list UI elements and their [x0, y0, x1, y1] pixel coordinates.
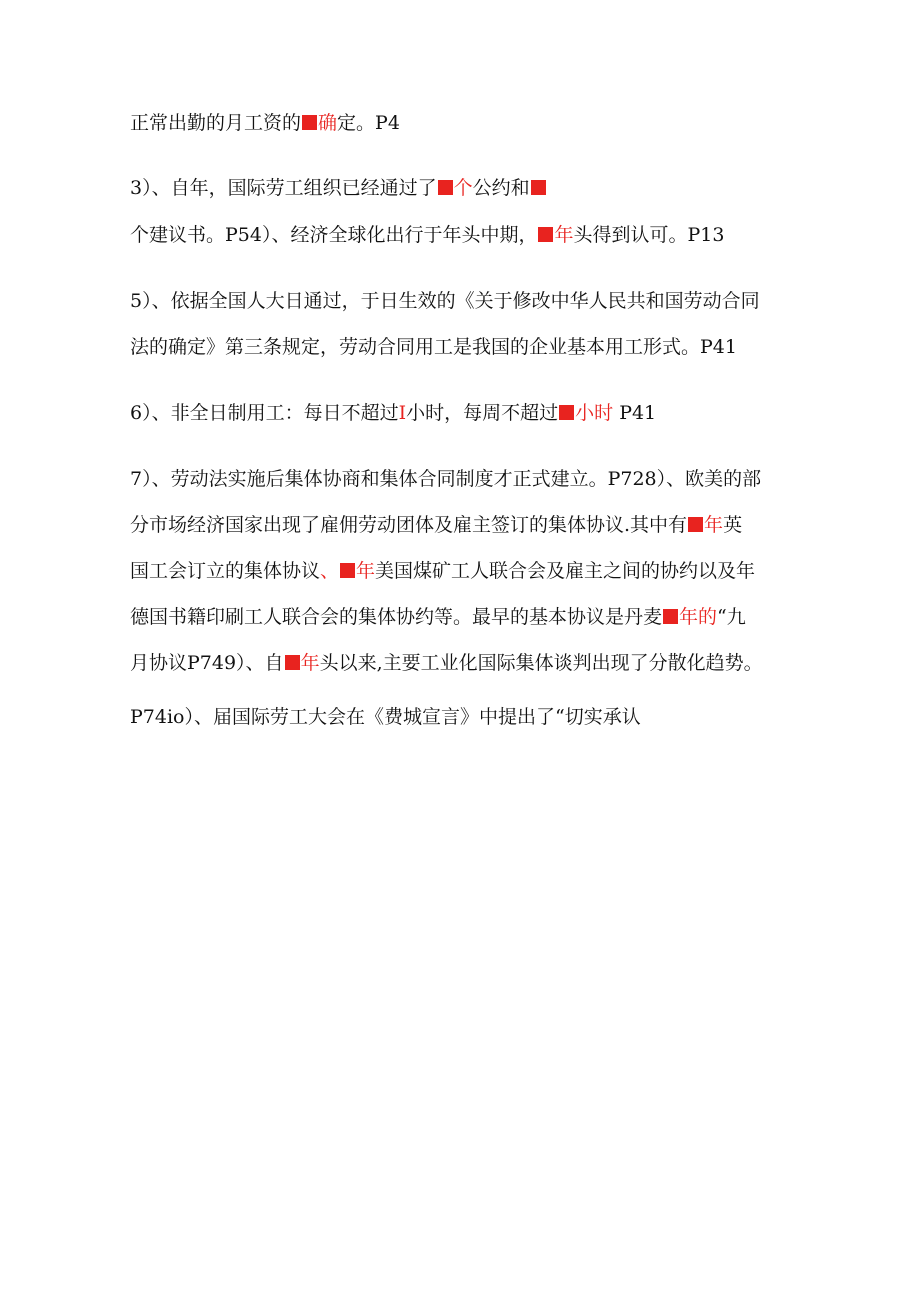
- red-square-mark: [531, 180, 546, 195]
- text: 英: [723, 514, 743, 536]
- red-square-mark: [285, 655, 300, 670]
- text: 定。P4: [337, 112, 400, 134]
- text-line-7: [130, 466, 761, 492]
- red-text: 年: [554, 224, 574, 246]
- text: 头以来,主要工业化国际集体谈判出现了分散化趋势。: [319, 652, 763, 674]
- red-text: 、: [320, 560, 340, 582]
- text: 公约和: [472, 177, 530, 199]
- text: 7）、劳动法实施后集体协商和集体合同制度才正式建立。P728）、欧美的部: [130, 468, 762, 490]
- red-square-mark: [340, 563, 355, 578]
- red-square-mark: [438, 180, 453, 195]
- text: “九: [717, 606, 746, 628]
- text: 法的确定》第三条规定，劳动合同用工是我国的企业基本用工形式。P41: [130, 336, 737, 358]
- text: P41: [619, 402, 657, 424]
- red-text: 确: [318, 112, 338, 134]
- red-text: 年: [356, 560, 376, 582]
- text-line-9: [130, 558, 755, 584]
- text: 头得到认可。P13: [573, 224, 725, 246]
- text-line-10: [130, 604, 746, 630]
- text-line-2: [130, 175, 547, 201]
- text-line-3: [130, 222, 724, 248]
- red-square-mark: [688, 517, 703, 532]
- text-line-5: [130, 334, 737, 360]
- text: 6）、非全日制用工：每日不超过: [130, 402, 399, 424]
- red-text: 小时: [575, 402, 614, 424]
- text: 分市场经济国家出现了雇佣劳动团体及雇主签订的集体协议.其中有: [130, 514, 688, 536]
- text-line-4: [130, 288, 760, 314]
- text-line-1: [130, 110, 400, 136]
- text: 德国书籍印刷工人联合会的集体协约等。最早的基本协议是丹麦: [130, 606, 663, 628]
- text-line-11: [130, 650, 763, 676]
- text: 月协议P749）、自: [130, 652, 284, 674]
- text: 5）、依据全国人大日通过，于日生效的《关于修改中华人民共和国劳动合同: [130, 290, 760, 312]
- red-square-mark: [538, 227, 553, 242]
- text-line-8: [130, 512, 742, 538]
- text: 3）、自年，国际劳工组织已经通过了: [130, 177, 437, 199]
- text: 个建议书。P54）、经济全球化出行于年头中期，: [130, 224, 538, 246]
- red-square-mark: [302, 115, 317, 130]
- text-line-12: [130, 704, 641, 730]
- red-text: 年: [704, 514, 724, 536]
- text: 美国煤矿工人联合会及雇主之间的协约以及年: [375, 560, 756, 582]
- red-text: 个: [453, 177, 473, 199]
- red-square-mark: [663, 609, 678, 624]
- text: P74io）、届国际劳工大会在《费城宣言》中提出了“切实承认: [130, 706, 641, 728]
- text-line-6: [130, 400, 656, 426]
- red-text: 年的: [679, 606, 718, 628]
- red-text: 年: [300, 652, 320, 674]
- red-square-mark: [559, 405, 574, 420]
- red-text: I: [398, 402, 407, 424]
- text: 国工会订立的集体协议: [130, 560, 321, 582]
- text: 小时，每周不超过: [406, 402, 559, 424]
- text: 正常出勤的月工资的: [130, 112, 302, 134]
